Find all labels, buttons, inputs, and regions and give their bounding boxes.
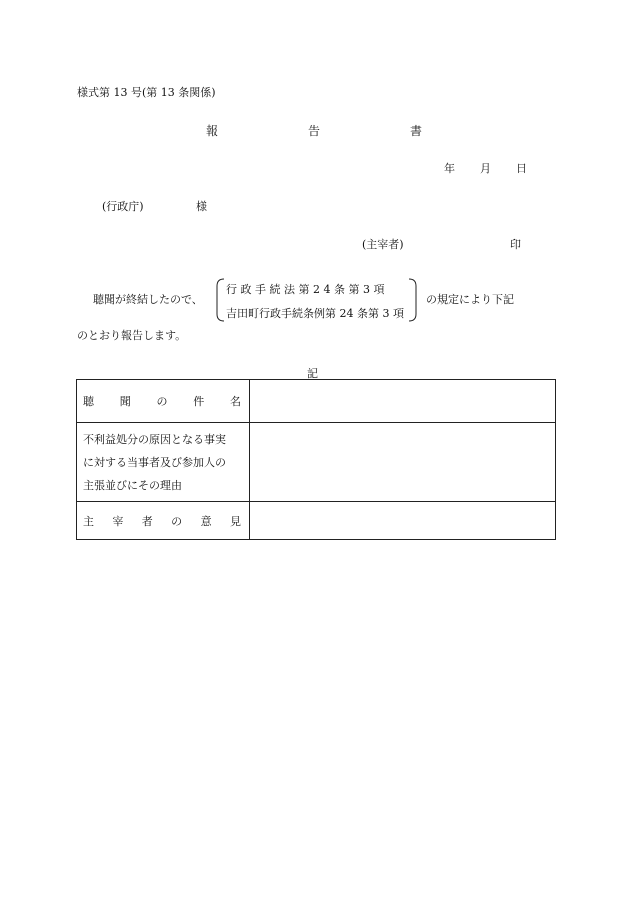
ki-heading: 記 — [307, 367, 318, 380]
statute-option-ordinance: 吉田町行政手続条例第 24 条第 3 項 — [226, 307, 404, 320]
value-cell-hearing-subject[interactable] — [250, 380, 556, 423]
statute-brace — [215, 278, 418, 322]
label-char: 聞 — [119, 395, 131, 408]
value-cell-presider-opinion[interactable] — [250, 502, 556, 540]
table-row — [77, 380, 556, 423]
body-after-brace: の規定により下記 — [426, 293, 514, 306]
body-line2: のとおり報告します。 — [77, 329, 187, 342]
label-char: 見 — [229, 514, 241, 528]
date-unit-year: 年 — [444, 162, 455, 175]
label-char: 主 — [83, 514, 94, 528]
addressee-honorific: 様 — [196, 200, 207, 213]
report-table — [76, 379, 556, 540]
row-label-facts-and-claims — [77, 423, 250, 502]
date-unit-day: 日 — [516, 162, 527, 175]
label-char: 名 — [230, 395, 241, 408]
label-char: 宰 — [112, 514, 124, 528]
addressee-office: (行政庁) — [102, 200, 144, 213]
label-char: 聴 — [83, 395, 94, 408]
label-char: 意 — [200, 514, 212, 528]
label-line: 不利益処分の原因となる事実 — [83, 432, 226, 446]
label-line: 主張並びにその理由 — [83, 478, 182, 492]
title-char: 報 — [206, 124, 219, 138]
seal-mark: 印 — [510, 238, 521, 251]
label-char: の — [156, 395, 168, 408]
label-char: の — [171, 514, 183, 528]
presider-label: (主宰者) — [362, 238, 404, 251]
title-char: 告 — [308, 124, 321, 138]
form-number: 様式第 13 号(第 13 条関係) — [77, 86, 216, 99]
label-char: 件 — [193, 395, 205, 408]
body-lead: 聴聞が終結したので、 — [93, 293, 203, 306]
row-label-presider-opinion — [77, 502, 250, 540]
label-line: に対する当事者及び参加人の — [83, 455, 226, 469]
title-char: 書 — [410, 124, 423, 138]
label-char: 者 — [141, 514, 153, 528]
statute-option-law: 行 政 手 続 法 第 2 4 条 第 3 項 — [226, 283, 385, 296]
date-unit-month: 月 — [480, 162, 491, 175]
value-cell-facts-and-claims[interactable] — [250, 423, 556, 502]
table-row — [77, 502, 556, 540]
row-label-hearing-subject — [77, 380, 250, 423]
table-row — [77, 423, 556, 502]
